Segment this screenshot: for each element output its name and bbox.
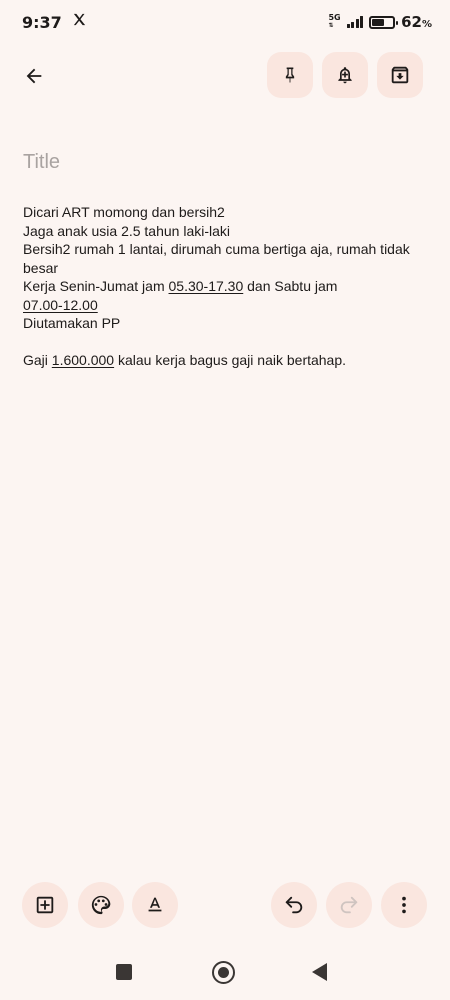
- note-line: Jaga anak usia 2.5 tahun laki-laki: [23, 222, 231, 239]
- status-time: 9:37: [22, 12, 62, 32]
- bell-plus-icon: [335, 64, 355, 86]
- time-link[interactable]: 05.30-17.30: [168, 278, 244, 294]
- note-toolbar: [0, 52, 450, 102]
- undo-button[interactable]: [271, 882, 317, 928]
- redo-button[interactable]: [326, 882, 372, 928]
- network-indicator: 5G ⇅: [328, 13, 341, 29]
- status-left: [22, 12, 87, 32]
- note-text: Gaji: [23, 352, 52, 368]
- note-line: [23, 351, 433, 370]
- note-text: kalau kerja bagus gaji naik bertahap.: [114, 352, 347, 368]
- system-back-button[interactable]: [312, 963, 327, 981]
- time-link[interactable]: 07.00-12.00: [23, 296, 98, 313]
- note-line: Diutamakan PP: [23, 315, 121, 331]
- note-blank-line: [23, 333, 433, 352]
- x-logo-icon: [72, 12, 87, 32]
- arrow-left-icon: [23, 65, 45, 87]
- title-placeholder: Title: [23, 151, 61, 173]
- reminder-button[interactable]: [322, 52, 368, 98]
- pin-button[interactable]: [267, 52, 313, 98]
- add-button[interactable]: [22, 882, 68, 928]
- note-line: Bersih2 rumah 1 lantai, dirumah cuma bertiga aja, rumah tidak: [23, 241, 410, 257]
- battery-percent: 62%: [401, 13, 432, 31]
- back-button[interactable]: [14, 56, 54, 96]
- archive-button[interactable]: [377, 52, 423, 98]
- signal-icon: [347, 16, 364, 28]
- home-button[interactable]: [212, 961, 235, 984]
- note-line: [23, 277, 433, 296]
- note-text: dan Sabtu jam: [243, 278, 338, 294]
- system-nav-bar: [0, 950, 450, 996]
- note-line: Dicari ART momong dan bersih2: [23, 204, 225, 220]
- bottom-toolbar: [0, 882, 450, 930]
- more-vert-icon: [393, 894, 415, 916]
- status-right: [328, 13, 432, 31]
- title-input[interactable]: [23, 148, 423, 178]
- text-format-icon: [144, 894, 166, 916]
- palette-button[interactable]: [78, 882, 124, 928]
- add-box-icon: [34, 894, 56, 916]
- network-type: 5G: [328, 13, 341, 22]
- pin-icon: [280, 64, 300, 86]
- note-text: Kerja Senin-Jumat jam: [23, 278, 169, 294]
- recent-apps-button[interactable]: [116, 964, 132, 980]
- battery-icon: [369, 16, 395, 29]
- undo-icon: [283, 894, 305, 916]
- note-line: besar: [23, 259, 59, 276]
- redo-icon: [338, 894, 360, 916]
- status-bar: [0, 0, 450, 44]
- more-options-button[interactable]: [381, 882, 427, 928]
- note-line: [23, 296, 433, 315]
- number-link[interactable]: 1.600.000: [51, 352, 115, 368]
- palette-icon: [90, 894, 112, 916]
- text-format-button[interactable]: [132, 882, 178, 928]
- archive-icon: [389, 64, 411, 86]
- note-body-editor[interactable]: [23, 203, 433, 370]
